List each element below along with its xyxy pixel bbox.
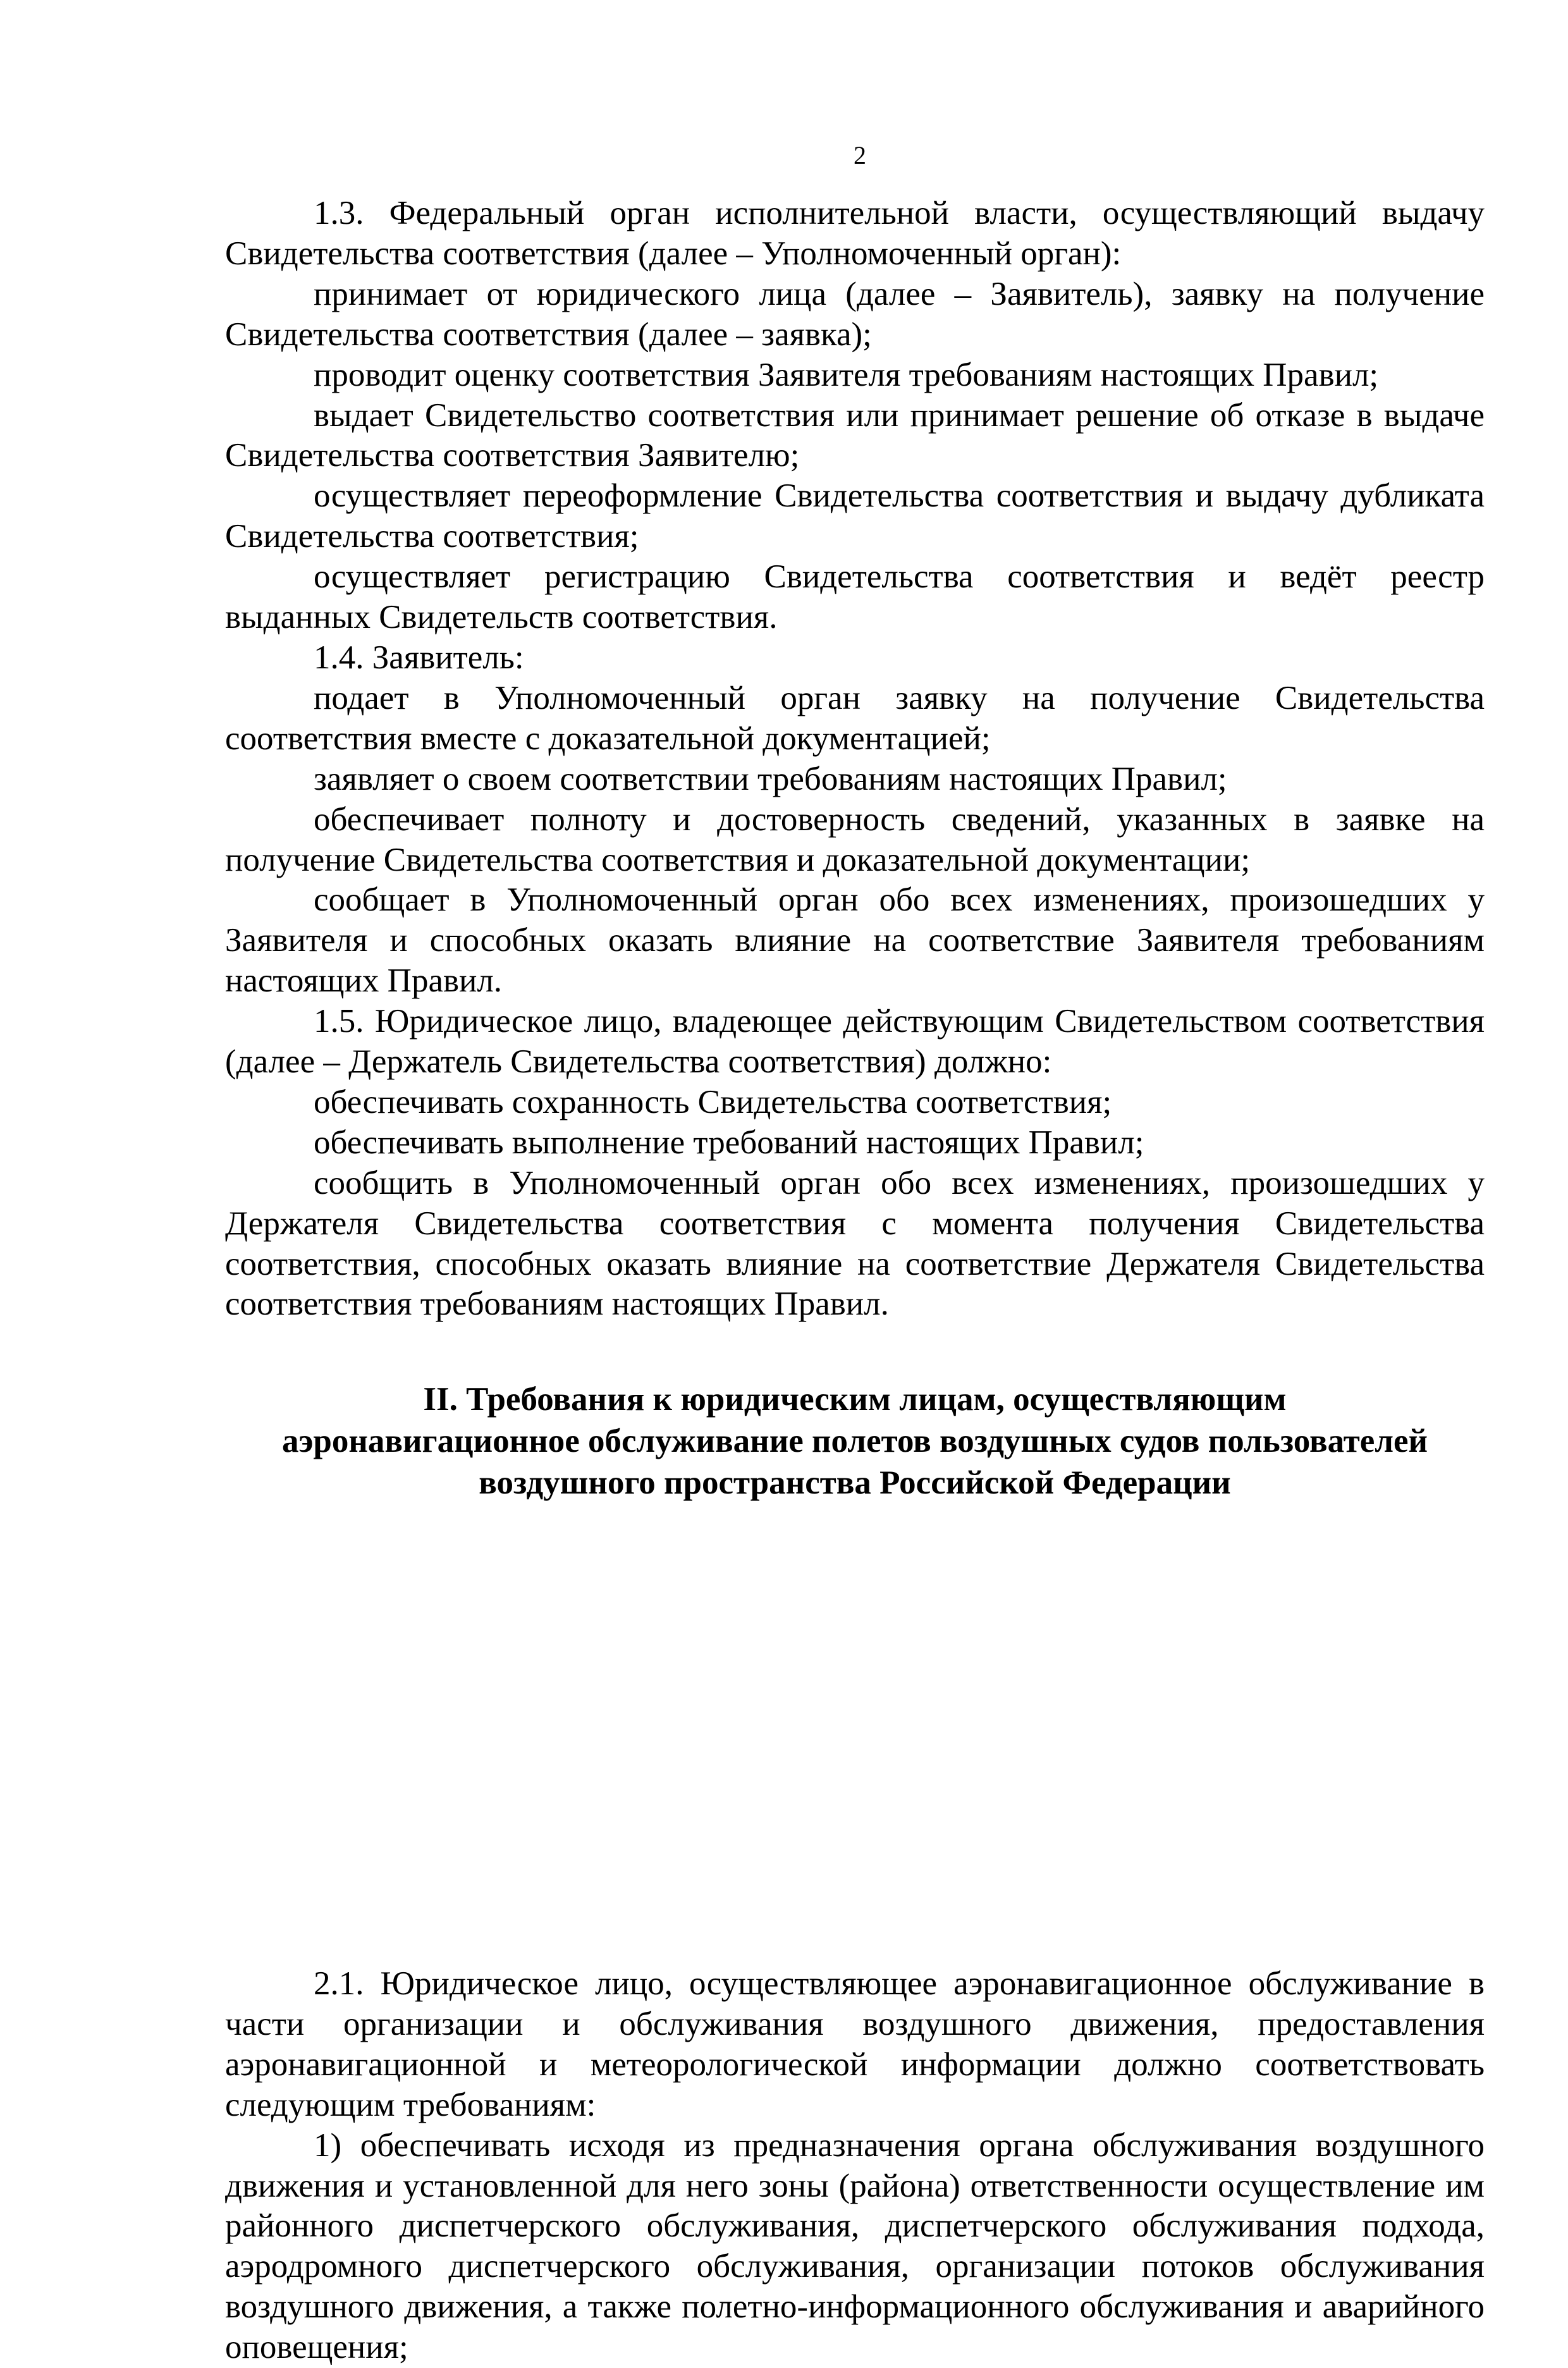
paragraph-item: обеспечивать сохранность Свидетельства соответствия; [314, 1083, 1112, 1120]
paragraph-2-1: 2.1. Юридическое лицо, осуществляющее аэронавигационное обслуживание в части организации и обслуживания воздушного движения, предоставления аэронавигационной и метеорологической информации должно соответствовать следующим требованиям: [225, 1965, 1485, 2123]
paragraph-1-3: 1.3. Федеральный орган исполнительной власти, осуществляющий выдачу Свидетельства соответствия (далее – Уполномоченный орган): [225, 195, 1485, 272]
paragraph-item: обеспечивает полноту и достоверность сведений, указанных в заявке на получение Свидетельства соответствия и доказательной документации; [225, 801, 1485, 878]
paragraph-item: сообщает в Уполномоченный орган обо всех изменениях, произошедших у Заявителя и способных оказать влияние на соответствие Заявителя требованиям настоящих Правил. [225, 881, 1485, 1000]
section-heading-line: II. Требования к юридическим лицам, осуществляющим [423, 1381, 1287, 1418]
section-heading-line: воздушного пространства Российской Федерации [479, 1464, 1231, 1501]
section-text-block [225, 1964, 1485, 2368]
paragraph-item: заявляет о своем соответствии требованиям настоящих Правил; [314, 760, 1227, 797]
paragraph-item: подает в Уполномоченный орган заявку на получение Свидетельства соответствия вместе с доказательной документацией; [225, 679, 1485, 757]
paragraph-item: обеспечивать выполнение требований настоящих Правил; [314, 1124, 1144, 1161]
paragraph-1-4: 1.4. Заявитель: [314, 639, 524, 676]
page-number: 2 [854, 141, 866, 169]
body-text-block [225, 193, 1485, 1325]
section-heading [225, 1378, 1485, 1504]
paragraph-item: принимает от юридического лица (далее – Заявитель), заявку на получение Свидетельства соответствия (далее – заявка); [225, 275, 1485, 353]
paragraph-item: сообщить в Уполномоченный орган обо всех изменениях, произошедших у Держателя Свидетельства соответствия с момента получения Свидетельства соответствия, способных оказать влияние на соответствие Держателя Свидетельства соответствия требованиям настоящих Правил. [225, 1164, 1485, 1323]
paragraph-item: выдает Свидетельство соответствия или принимает решение об отказе в выдаче Свидетельства соответствия Заявителю; [225, 396, 1485, 474]
paragraph-item: осуществляет регистрацию Свидетельства соответствия и ведёт реестр выданных Свидетельств соответствия. [225, 558, 1485, 636]
paragraph-item: 1) обеспечивать исходя из предназначения органа обслуживания воздушного движения и установленной для него зоны (района) ответственности осуществление им районного диспетчерского обслуживания, диспетчерского обслуживания подхода, аэродромного диспетчерского обслуживания, организации потоков обслуживания воздушного движения, а также полетно-информационного обслуживания и аварийного оповещения; [225, 2126, 1485, 2366]
paragraph-1-5: 1.5. Юридическое лицо, владеющее действующим Свидетельством соответствия (далее – Держатель Свидетельства соответствия) должно: [225, 1003, 1485, 1081]
paragraph-item: осуществляет переоформление Свидетельства соответствия и выдачу дубликата Свидетельства соответствия; [225, 477, 1485, 555]
paragraph-item: проводит оценку соответствия Заявителя требованиям настоящих Правил; [314, 356, 1379, 393]
section-heading-line: аэронавигационное обслуживание полетов воздушных судов пользователей [281, 1423, 1428, 1459]
